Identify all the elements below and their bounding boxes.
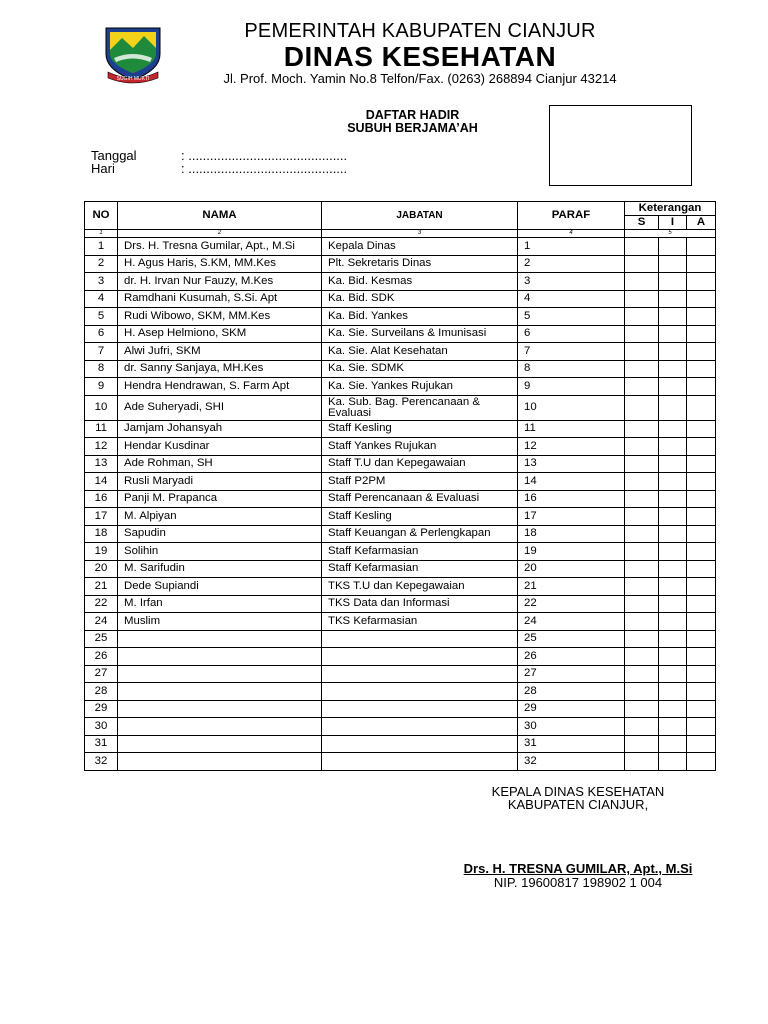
row-number: 10 — [85, 395, 118, 420]
row-number: 13 — [85, 455, 118, 473]
row-number: 9 — [85, 378, 118, 396]
row-status-s[interactable] — [625, 420, 659, 438]
row-status-a[interactable] — [687, 238, 716, 256]
row-status-s[interactable] — [625, 490, 659, 508]
row-position: Staff Keuangan & Perlengkapan — [322, 525, 518, 543]
row-name: Hendar Kusdinar — [118, 438, 322, 456]
header-position: JABATAN — [322, 202, 518, 230]
table-row — [85, 560, 716, 578]
row-status-a[interactable] — [687, 683, 716, 701]
table-row — [85, 343, 716, 361]
row-status-a[interactable] — [687, 753, 716, 771]
table-row — [85, 420, 716, 438]
row-number: 18 — [85, 525, 118, 543]
row-status-s[interactable] — [625, 360, 659, 378]
row-name: Ade Rohman, SH — [118, 455, 322, 473]
row-sign[interactable]: 7 — [518, 343, 625, 361]
row-status-i[interactable] — [659, 395, 687, 420]
row-number: 14 — [85, 473, 118, 491]
row-status-a[interactable] — [687, 560, 716, 578]
row-position — [322, 665, 518, 683]
table-row — [85, 290, 716, 308]
table-row — [85, 700, 716, 718]
row-status-s[interactable] — [625, 613, 659, 631]
row-name: H. Asep Helmiono, SKM — [118, 325, 322, 343]
row-status-s[interactable] — [625, 290, 659, 308]
row-position: Ka. Bid. Kesmas — [322, 273, 518, 291]
row-status-s[interactable] — [625, 543, 659, 561]
row-name: Alwi Jufri, SKM — [118, 343, 322, 361]
row-name: Rusli Maryadi — [118, 473, 322, 491]
row-sign[interactable]: 14 — [518, 473, 625, 491]
row-status-i[interactable] — [659, 525, 687, 543]
row-sign[interactable]: 29 — [518, 700, 625, 718]
row-status-s[interactable] — [625, 718, 659, 736]
document-title: DAFTAR HADIR — [365, 108, 460, 122]
row-number: 21 — [85, 578, 118, 596]
table-row — [85, 455, 716, 473]
row-status-s[interactable] — [625, 508, 659, 526]
row-name: Solihin — [118, 543, 322, 561]
row-sign[interactable]: 30 — [518, 718, 625, 736]
row-status-s[interactable] — [625, 255, 659, 273]
row-number: 3 — [85, 273, 118, 291]
row-number: 27 — [85, 665, 118, 683]
column-number: 4 — [518, 230, 625, 238]
row-status-i[interactable] — [659, 683, 687, 701]
date-label: Tanggal — [91, 148, 137, 163]
row-status-i[interactable] — [659, 508, 687, 526]
table-row — [85, 325, 716, 343]
row-position — [322, 718, 518, 736]
row-status-s[interactable] — [625, 683, 659, 701]
row-position: Staff Kefarmasian — [322, 560, 518, 578]
table-row — [85, 613, 716, 631]
row-sign[interactable]: 8 — [518, 360, 625, 378]
row-number: 31 — [85, 735, 118, 753]
row-sign[interactable]: 22 — [518, 595, 625, 613]
government-name: PEMERINTAH KABUPATEN CIANJUR — [244, 20, 596, 42]
header-i: I — [659, 216, 687, 230]
row-number: 19 — [85, 543, 118, 561]
row-status-i[interactable] — [659, 718, 687, 736]
row-status-i[interactable] — [659, 255, 687, 273]
row-status-s[interactable] — [625, 455, 659, 473]
table-row — [85, 308, 716, 326]
row-status-a[interactable] — [687, 665, 716, 683]
row-sign[interactable]: 6 — [518, 325, 625, 343]
row-sign[interactable]: 12 — [518, 438, 625, 456]
row-position: Ka. Bid. SDK — [322, 290, 518, 308]
row-number: 25 — [85, 630, 118, 648]
table-row — [85, 630, 716, 648]
row-name: Drs. H. Tresna Gumilar, Apt., M.Si — [118, 238, 322, 256]
row-status-s[interactable] — [625, 578, 659, 596]
row-position: TKS Kefarmasian — [322, 613, 518, 631]
table-row — [85, 255, 716, 273]
row-name: H. Agus Haris, S.KM, MM.Kes — [118, 255, 322, 273]
row-number: 1 — [85, 238, 118, 256]
table-row — [85, 543, 716, 561]
row-status-i[interactable] — [659, 648, 687, 666]
row-position: Staff Perencanaan & Evaluasi — [322, 490, 518, 508]
row-status-i[interactable] — [659, 613, 687, 631]
row-status-i[interactable] — [659, 665, 687, 683]
agency-name: DINAS KESEHATAN — [283, 41, 557, 72]
row-sign[interactable]: 27 — [518, 665, 625, 683]
row-status-i[interactable] — [659, 378, 687, 396]
table-row — [85, 595, 716, 613]
row-position: Staff Kefarmasian — [322, 543, 518, 561]
attendance-table — [84, 201, 716, 771]
row-status-s[interactable] — [625, 343, 659, 361]
row-position: Ka. Bid. Yankes — [322, 308, 518, 326]
row-number: 8 — [85, 360, 118, 378]
row-status-i[interactable] — [659, 490, 687, 508]
row-status-a[interactable] — [687, 255, 716, 273]
row-status-a[interactable] — [687, 595, 716, 613]
row-number: 11 — [85, 420, 118, 438]
row-number: 22 — [85, 595, 118, 613]
row-position: TKS Data dan Informasi — [322, 595, 518, 613]
table-row — [85, 490, 716, 508]
table-row — [85, 683, 716, 701]
row-name — [118, 735, 322, 753]
row-position — [322, 630, 518, 648]
column-number: 1 — [85, 230, 118, 238]
row-status-a[interactable] — [687, 490, 716, 508]
header-remarks: Keterangan — [625, 202, 716, 216]
row-sign[interactable]: 18 — [518, 525, 625, 543]
row-status-a[interactable] — [687, 378, 716, 396]
row-sign[interactable]: 1 — [518, 238, 625, 256]
table-row — [85, 508, 716, 526]
row-position: Ka. Sie. Alat Kesehatan — [322, 343, 518, 361]
row-status-a[interactable] — [687, 395, 716, 420]
row-status-i[interactable] — [659, 753, 687, 771]
row-status-s[interactable] — [625, 753, 659, 771]
day-label: Hari — [91, 161, 115, 176]
row-status-i[interactable] — [659, 700, 687, 718]
row-status-i[interactable] — [659, 308, 687, 326]
row-name — [118, 665, 322, 683]
row-status-a[interactable] — [687, 290, 716, 308]
signature-title: KEPALA DINAS KESEHATAN — [491, 784, 665, 799]
row-sign[interactable]: 5 — [518, 308, 625, 326]
row-position: Staff Kesling — [322, 420, 518, 438]
row-name: Ramdhani Kusumah, S.Si. Apt — [118, 290, 322, 308]
row-position — [322, 700, 518, 718]
row-position: Ka. Sie. SDMK — [322, 360, 518, 378]
row-status-s[interactable] — [625, 665, 659, 683]
row-number: 17 — [85, 508, 118, 526]
document-subtitle: SUBUH BERJAMA’AH — [347, 121, 478, 135]
row-status-a[interactable] — [687, 473, 716, 491]
row-sign[interactable]: 17 — [518, 508, 625, 526]
row-status-s[interactable] — [625, 378, 659, 396]
row-position — [322, 683, 518, 701]
row-sign[interactable]: 3 — [518, 273, 625, 291]
row-status-i[interactable] — [659, 455, 687, 473]
row-sign[interactable]: 16 — [518, 490, 625, 508]
row-status-i[interactable] — [659, 420, 687, 438]
row-position: TKS T.U dan Kepegawaian — [322, 578, 518, 596]
row-status-i[interactable] — [659, 290, 687, 308]
row-status-i[interactable] — [659, 438, 687, 456]
row-name — [118, 630, 322, 648]
row-name: Muslim — [118, 613, 322, 631]
row-name: M. Alpiyan — [118, 508, 322, 526]
row-name: M. Irfan — [118, 595, 322, 613]
regency-logo — [100, 24, 166, 86]
row-name: dr. H. Irvan Nur Fauzy, M.Kes — [118, 273, 322, 291]
row-status-i[interactable] — [659, 735, 687, 753]
row-sign[interactable]: 4 — [518, 290, 625, 308]
column-number: 2 — [118, 230, 322, 238]
row-position: Ka. Sie. Surveilans & Imunisasi — [322, 325, 518, 343]
row-position: Kepala Dinas — [322, 238, 518, 256]
row-number: 4 — [85, 290, 118, 308]
row-status-a[interactable] — [687, 543, 716, 561]
table-row — [85, 735, 716, 753]
row-name — [118, 753, 322, 771]
row-sign[interactable]: 10 — [518, 395, 625, 420]
agency-address: Jl. Prof. Moch. Yamin No.8 Telfon/Fax. (0263) 268894 Cianjur 43214 — [223, 71, 617, 86]
row-status-s[interactable] — [625, 473, 659, 491]
row-position — [322, 648, 518, 666]
row-position: Staff P2PM — [322, 473, 518, 491]
row-status-i[interactable] — [659, 595, 687, 613]
row-status-a[interactable] — [687, 718, 716, 736]
row-position — [322, 753, 518, 771]
row-status-s[interactable] — [625, 438, 659, 456]
row-status-s[interactable] — [625, 560, 659, 578]
row-status-a[interactable] — [687, 455, 716, 473]
table-row — [85, 578, 716, 596]
row-sign[interactable]: 21 — [518, 578, 625, 596]
table-row — [85, 753, 716, 771]
row-name: Sapudin — [118, 525, 322, 543]
row-sign[interactable]: 20 — [518, 560, 625, 578]
row-number: 6 — [85, 325, 118, 343]
row-sign[interactable]: 9 — [518, 378, 625, 396]
row-status-a[interactable] — [687, 613, 716, 631]
date-field[interactable]: : ............................................ — [181, 148, 348, 163]
row-number: 12 — [85, 438, 118, 456]
row-number: 7 — [85, 343, 118, 361]
row-name — [118, 700, 322, 718]
row-number: 26 — [85, 648, 118, 666]
row-sign[interactable]: 2 — [518, 255, 625, 273]
row-status-a[interactable] — [687, 508, 716, 526]
row-status-s[interactable] — [625, 735, 659, 753]
row-status-a[interactable] — [687, 648, 716, 666]
row-sign[interactable]: 11 — [518, 420, 625, 438]
row-number: 2 — [85, 255, 118, 273]
row-status-i[interactable] — [659, 473, 687, 491]
row-status-s[interactable] — [625, 325, 659, 343]
row-status-a[interactable] — [687, 325, 716, 343]
signatory-nip: NIP. 19600817 198902 1 004 — [493, 875, 663, 890]
row-name — [118, 718, 322, 736]
row-position: Staff Yankes Rujukan — [322, 438, 518, 456]
row-number: 5 — [85, 308, 118, 326]
row-status-a[interactable] — [687, 578, 716, 596]
row-position: Ka. Sie. Yankes Rujukan — [322, 378, 518, 396]
column-number: 3 — [322, 230, 518, 238]
row-status-i[interactable] — [659, 543, 687, 561]
row-number: 29 — [85, 700, 118, 718]
day-field[interactable]: : ............................................ — [181, 161, 348, 176]
row-status-i[interactable] — [659, 360, 687, 378]
row-sign[interactable]: 25 — [518, 630, 625, 648]
table-row — [85, 525, 716, 543]
row-name: Dede Supiandi — [118, 578, 322, 596]
row-status-a[interactable] — [687, 420, 716, 438]
row-status-s[interactable] — [625, 700, 659, 718]
table-row — [85, 395, 716, 420]
row-position: Ka. Sub. Bag. Perencanaan & Evaluasi — [322, 395, 518, 420]
row-name: Hendra Hendrawan, S. Farm Apt — [118, 378, 322, 396]
row-status-i[interactable] — [659, 325, 687, 343]
table-row — [85, 648, 716, 666]
row-status-s[interactable] — [625, 395, 659, 420]
row-sign[interactable]: 32 — [518, 753, 625, 771]
row-status-a[interactable] — [687, 360, 716, 378]
row-status-a[interactable] — [687, 735, 716, 753]
row-status-s[interactable] — [625, 525, 659, 543]
row-number: 32 — [85, 753, 118, 771]
table-row — [85, 273, 716, 291]
row-status-i[interactable] — [659, 578, 687, 596]
table-row — [85, 438, 716, 456]
header-no: NO — [85, 202, 118, 230]
row-status-i[interactable] — [659, 630, 687, 648]
row-sign[interactable]: 19 — [518, 543, 625, 561]
row-sign[interactable]: 24 — [518, 613, 625, 631]
header-sign: PARAF — [518, 202, 625, 230]
row-status-s[interactable] — [625, 630, 659, 648]
row-status-s[interactable] — [625, 273, 659, 291]
row-status-i[interactable] — [659, 238, 687, 256]
row-status-a[interactable] — [687, 343, 716, 361]
row-name: M. Sarifudin — [118, 560, 322, 578]
row-number: 30 — [85, 718, 118, 736]
row-name: Ade Suheryadi, SHI — [118, 395, 322, 420]
row-position — [322, 735, 518, 753]
stamp-box — [549, 105, 692, 186]
row-sign[interactable]: 13 — [518, 455, 625, 473]
table-row — [85, 473, 716, 491]
row-name: Jamjam Johansyah — [118, 420, 322, 438]
row-name: Rudi Wibowo, SKM, MM.Kes — [118, 308, 322, 326]
logo-motto: SUGIH MUKTI — [116, 76, 150, 82]
row-status-a[interactable] — [687, 525, 716, 543]
row-number: 28 — [85, 683, 118, 701]
row-position: Staff T.U dan Kepegawaian — [322, 455, 518, 473]
row-status-s[interactable] — [625, 308, 659, 326]
table-row — [85, 665, 716, 683]
row-sign[interactable]: 26 — [518, 648, 625, 666]
row-status-a[interactable] — [687, 438, 716, 456]
row-number: 16 — [85, 490, 118, 508]
row-number: 20 — [85, 560, 118, 578]
row-name: Panji M. Prapanca — [118, 490, 322, 508]
row-status-a[interactable] — [687, 700, 716, 718]
table-row — [85, 378, 716, 396]
row-sign[interactable]: 31 — [518, 735, 625, 753]
row-status-i[interactable] — [659, 273, 687, 291]
table-row — [85, 718, 716, 736]
row-name — [118, 683, 322, 701]
row-number: 24 — [85, 613, 118, 631]
table-row — [85, 360, 716, 378]
row-status-a[interactable] — [687, 630, 716, 648]
row-status-i[interactable] — [659, 343, 687, 361]
row-position: Plt. Sekretaris Dinas — [322, 255, 518, 273]
row-status-s[interactable] — [625, 238, 659, 256]
header-name: NAMA — [118, 202, 322, 230]
row-status-s[interactable] — [625, 648, 659, 666]
row-name: dr. Sanny Sanjaya, MH.Kes — [118, 360, 322, 378]
row-status-a[interactable] — [687, 273, 716, 291]
row-sign[interactable]: 28 — [518, 683, 625, 701]
header-a: A — [687, 216, 716, 230]
row-status-s[interactable] — [625, 595, 659, 613]
column-number: 5 — [625, 230, 716, 238]
row-status-i[interactable] — [659, 560, 687, 578]
table-row — [85, 238, 716, 256]
row-name — [118, 648, 322, 666]
signatory-name: Drs. H. TRESNA GUMILAR, Apt., M.Si — [463, 861, 693, 876]
header-s: S — [625, 216, 659, 230]
row-position: Staff Kesling — [322, 508, 518, 526]
row-status-a[interactable] — [687, 308, 716, 326]
signature-subtitle: KABUPATEN CIANJUR, — [507, 797, 649, 812]
